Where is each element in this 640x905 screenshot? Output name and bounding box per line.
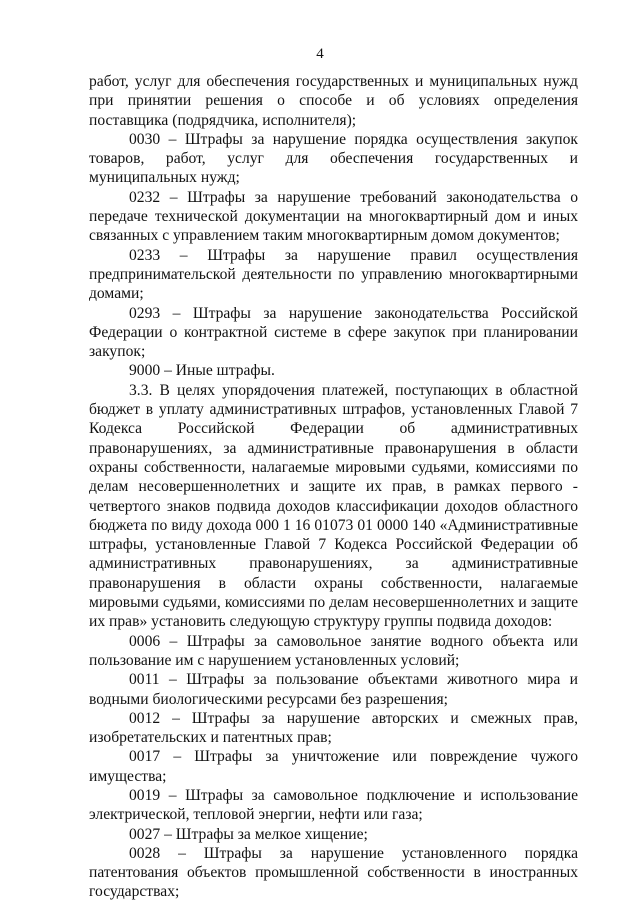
paragraph-code-0232: 0232 – Штрафы за нарушение требований законодательства о передаче технической документации на многоквартирный дом и иных связанных с управлением таким многоквартирным домом документов; — [89, 188, 578, 245]
paragraph-code-9000: 9000 – Иные штрафы. — [129, 362, 275, 380]
document-body — [89, 72, 578, 902]
paragraph-code-0030: 0030 – Штрафы за нарушение порядка осуществления закупок товаров, работ, услуг для обеспечения государственных и муниципальных нужд; — [89, 130, 578, 187]
paragraph-code-0017: 0017 – Штрафы за уничтожение или повреждение чужого имущества; — [89, 748, 578, 785]
paragraph-code-0019: 0019 – Штрафы за самовольное подключение и использование электрической, тепловой энергии, нефти или газа; — [89, 786, 578, 824]
paragraph-code-0006: 0006 – Штрафы за самовольное занятие водного объекта или пользование им с нарушением установленных условий; — [89, 632, 578, 669]
paragraph-code-0233: 0233 – Штрафы за нарушение правил осуществления предпринимательской деятельности по управлению многоквартирными домами; — [89, 246, 578, 303]
paragraph-code-0012: 0012 – Штрафы за нарушение авторских и смежных прав, изобретательских и патентных прав; — [89, 709, 578, 747]
paragraph-code-0028: 0028 – Штрафы за нарушение установленного порядка патентования объектов промышленной собственности в иностранных государствах; — [89, 844, 578, 901]
paragraph-continuation: работ, услуг для обеспечения государственных и муниципальных нужд при принятии решения о способе и об условиях определения поставщика (подрядчика, исполнителя); — [89, 73, 578, 129]
paragraph-code-0011: 0011 – Штрафы за пользование объектами животного мира и водными биологическими ресурсами без разрешения; — [89, 671, 578, 708]
page-number: 4 — [316, 46, 324, 62]
paragraph-code-0027: 0027 – Штрафы за мелкое хищение; — [129, 825, 368, 843]
paragraph-code-0293: 0293 – Штрафы за нарушение законодательства Российской Федерации о контрактной системе в сфере закупок при планировании закупок; — [89, 304, 578, 361]
paragraph-section-3-3: 3.3. В целях упорядочения платежей, поступающих в областной бюджет в уплату административных штрафов, установленных Главой 7 Кодекса Российской Федерации об административных правонарушениях, за административные правонарушения в области охраны собственности, налагаемые мировыми судьями, комиссиями по делам несовершеннолетних и защите их прав, в рамках первого - четвертого знаков подвида доходов классификации доходов областного бюджета по виду дохода 000 1 16 01073 01 0000 140 «Административные штрафы, установленные Главой 7 Кодекса Российской Федерации об административных правонарушениях, за административные правонарушения в области охраны собственности, налагаемые мировыми судьями, комиссиями по делам несовершеннолетних и защите их прав» установить следующую структуру группы подвида доходов: — [89, 381, 578, 631]
